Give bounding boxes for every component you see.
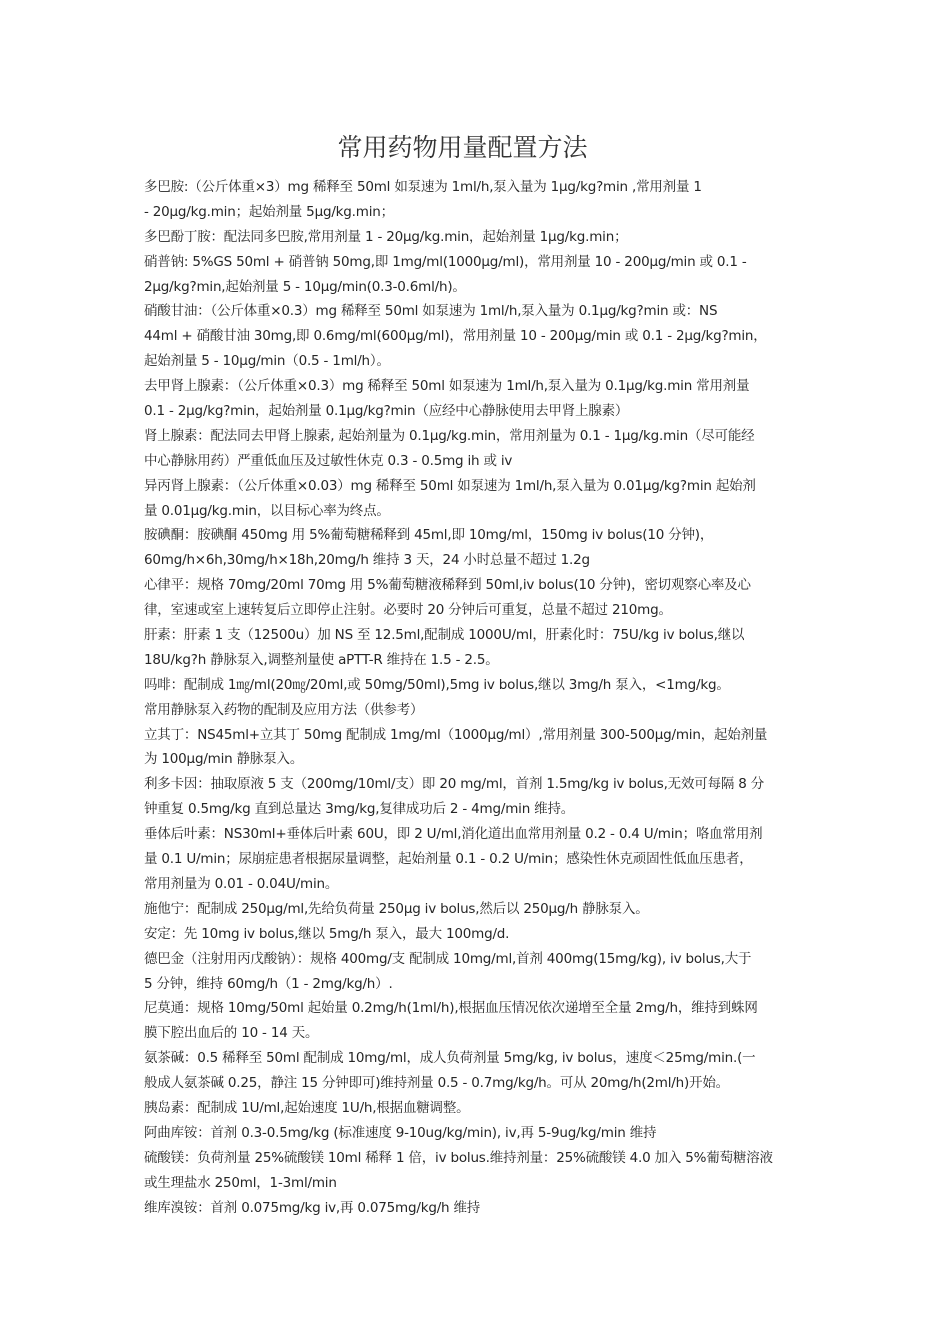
text-line: 或生理盐水 250ml，1-3ml/min (144, 1174, 337, 1191)
text-line: 18U/kg?h 静脉泵入,调整剂量使 aPTT-R 维持在 1.5 - 2.5。 (144, 651, 499, 668)
text-line: 0.1 - 2μg/kg?min，起始剂量 0.1μg/kg?min（应经中心静脉使用去甲肾上腺素） (144, 403, 629, 420)
text-line: 阿曲库铵：首剂 0.3-0.5mg/kg (标准速度 9-10ug/kg/min), iv,再 5-9ug/kg/min 维持 (144, 1124, 657, 1141)
text-line: 为 100μg/min 静脉泵入。 (144, 751, 304, 768)
text-line: 膜下腔出血后的 10 - 14 天。 (144, 1025, 319, 1042)
text-line: 心律平：规格 70mg/20ml 70mg 用 5%葡萄糖液稀释到 50ml,iv bolus(10 分钟)，密切观察心率及心 (144, 577, 751, 594)
text-line: 垂体后叶素：NS30ml+垂体后叶素 60U，即 2 U/ml,消化道出血常用剂量 0.2 - 0.4 U/min；咯血常用剂 (144, 826, 763, 843)
text-line: 利多卡因：抽取原液 5 支（200mg/10ml/支）即 20 mg/ml，首剂 1.5mg/kg iv bolus,无效可每隔 8 分 (144, 776, 765, 793)
text-line: 硫酸镁：负荷剂量 25%硫酸镁 10ml 稀释 1 倍，iv bolus.维持剂量：25%硫酸镁 4.0 加入 5%葡萄糖溶液 (144, 1149, 773, 1166)
text-line: 量 0.1 U/min；尿崩症患者根据尿量调整，起始剂量 0.1 - 0.2 U/min；感染性休克顽固性低血压患者， (144, 851, 753, 868)
text-line: 肝素：肝素 1 支（12500u）加 NS 至 12.5ml,配制成 1000U/ml，肝素化时：75U/kg iv bolus,继以 (144, 627, 745, 644)
text-line: - 20μg/kg.min；起始剂量 5μg/kg.min； (144, 203, 394, 220)
text-line: 量 0.01μg/kg.min，以目标心率为终点。 (144, 502, 390, 519)
document-title: 常用药物用量配置方法 (337, 133, 588, 162)
text-line: 44ml + 硝酸甘油 30mg,即 0.6mg/ml(600μg/ml)，常用剂量 10 - 200μg/min 或 0.1 - 2μg/kg?min， (144, 328, 767, 345)
text-line: 般成人氨茶碱 0.25，静注 15 分钟即可)维持剂量 0.5 - 0.7mg/kg/h。可从 20mg/h(2ml/h)开始。 (144, 1075, 729, 1092)
text-line: 德巴金（注射用丙戊酸钠）：规格 400mg/支 配制成 10mg/ml,首剂 400mg(15mg/kg), iv bolus,大于 (144, 950, 752, 967)
text-line: 多巴酚丁胺：配法同多巴胺,常用剂量 1 - 20μg/kg.min，起始剂量 1μg/kg.min； (144, 228, 628, 245)
text-line: 中心静脉用药）严重低血压及过敏性休克 0.3 - 0.5mg ih 或 iv (144, 452, 513, 469)
text-line: 律，室速或室上速转复后立即停止注射。必要时 20 分钟后可重复，总量不超过 210mg。 (144, 602, 672, 619)
text-line: 立其丁：NS45ml+立其丁 50mg 配制成 1mg/ml（1000μg/ml）,常用剂量 300-500μg/min，起始剂量 (144, 726, 768, 743)
text-line: 异丙肾上腺素：（公斤体重×0.03）mg 稀释至 50ml 如泵速为 1ml/h,泵入量为 0.01μg/kg?min 起始剂 (144, 477, 756, 494)
text-line: 常用剂量为 0.01 - 0.04U/min。 (144, 875, 339, 892)
text-line: 起始剂量 5 - 10μg/min（0.5 - 1ml/h）。 (144, 353, 390, 370)
text-line: 钟重复 0.5mg/kg 直到总量达 3mg/kg,复律成功后 2 - 4mg/min 维持。 (144, 801, 575, 818)
text-line: 2μg/kg?min,起始剂量 5 - 10μg/min(0.3-0.6ml/h)。 (144, 278, 466, 295)
text-line: 安定：先 10mg iv bolus,继以 5mg/h 泵入，最大 100mg/d. (144, 925, 510, 942)
text-line: 60mg/h×6h,30mg/h×18h,20mg/h 维持 3 天，24 小时总量不超过 1.2g (144, 552, 590, 569)
text-line: 维库溴铵：首剂 0.075mg/kg iv,再 0.075mg/kg/h 维持 (144, 1199, 481, 1216)
text-line: 多巴胺:（公斤体重×3）mg 稀释至 50ml 如泵速为 1ml/h,泵入量为 1μg/kg?min ,常用剂量 1 (144, 179, 702, 195)
text-line: 吗啡：配制成 1㎎/ml(20㎎/20ml,或 50mg/50ml),5mg iv bolus,继以 3mg/h 泵入，<1mg/kg。 (144, 676, 730, 693)
document-body (144, 175, 808, 1220)
text-line: 常用静脉泵入药物的配制及应用方法（供参考） (144, 701, 424, 718)
text-line: 胺碘酮：胺碘酮 450mg 用 5%葡萄糖稀释到 45ml,即 10mg/ml，150mg iv bolus(10 分钟)， (144, 527, 714, 544)
text-line: 肾上腺素：配法同去甲肾上腺素, 起始剂量为 0.1μg/kg.min，常用剂量为 0.1 - 1μg/kg.min（尽可能经 (144, 427, 755, 444)
text-line: 胰岛素：配制成 1U/ml,起始速度 1U/h,根据血糖调整。 (144, 1099, 470, 1116)
text-line: 施他宁：配制成 250μg/ml,先给负荷量 250μg iv bolus,然后以 250μg/h 静脉泵入。 (144, 900, 649, 917)
text-line: 去甲肾上腺素：（公斤体重×0.3）mg 稀释至 50ml 如泵速为 1ml/h,泵入量为 0.1μg/kg.min 常用剂量 (144, 378, 750, 395)
text-line: 硝酸甘油：（公斤体重×0.3）mg 稀释至 50ml 如泵速为 1ml/h,泵入量为 0.1μg/kg?min 或：NS (144, 303, 718, 320)
text-line: 5 分钟，维持 60mg/h（1 - 2mg/kg/h）. (144, 975, 393, 992)
text-line: 尼莫通：规格 10mg/50ml 起始量 0.2mg/h(1ml/h),根据血压情况依次递增至全量 2mg/h，维持到蛛网 (144, 1000, 758, 1017)
text-line: 氨茶碱：0.5 稀释至 50ml 配制成 10mg/ml，成人负荷剂量 5mg/kg, iv bolus，速度＜25mg/min.(一 (144, 1050, 756, 1067)
text-line: 硝普钠: 5%GS 50ml + 硝普钠 50mg,即 1mg/ml(1000μg/ml)，常用剂量 10 - 200μg/min 或 0.1 - (144, 253, 747, 270)
